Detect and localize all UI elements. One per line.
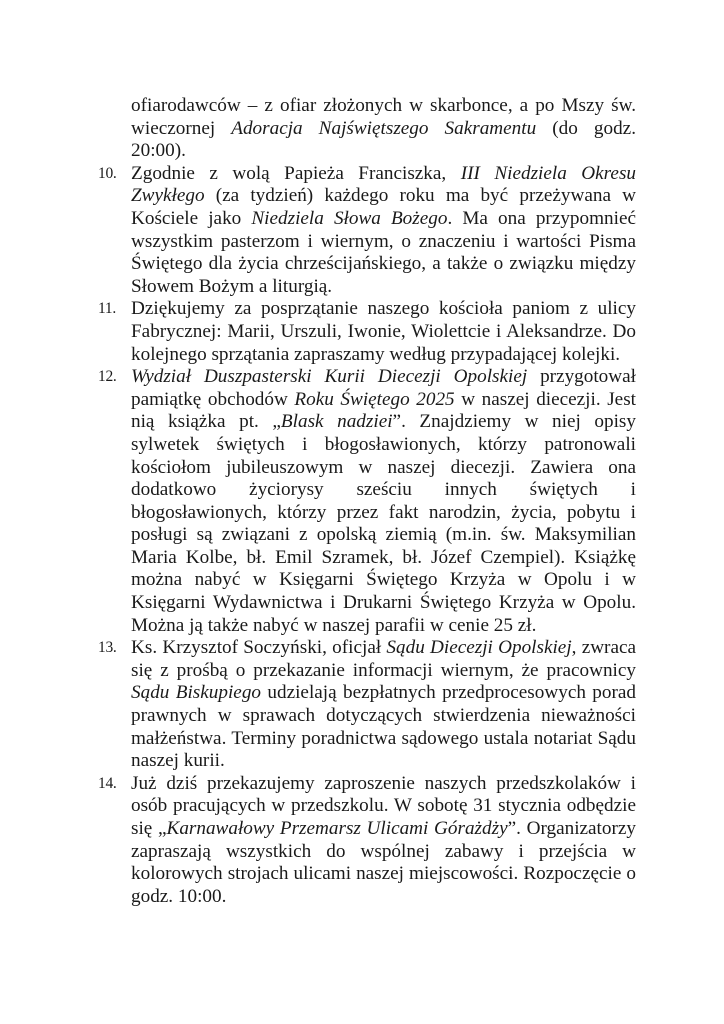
text-segment: Już dziś przekazujemy zaproszenie naszych przedszkolaków i osób pracujących w przedszkolu. W sobotę 31 stycznia odbędzie się „ — [131, 772, 636, 839]
item-text — [131, 298, 636, 366]
announcement-item-14 — [98, 772, 636, 909]
text-segment: ”. Organizatorzy zapraszają wszystkich do wspólnej zabawy i przejścia w kolorowych strojach ulicami naszej miejscowości. Rozpoczęcie o godz. 10:00. — [131, 818, 636, 907]
text-segment: . Ma ona przypomnieć wszystkim pasterzom i wiernym, o znaczeniu i wartości Pisma Świętego dla życia chrześcijańskiego, a także o związku między Słowem Bożym a liturgią. — [131, 207, 636, 297]
text-segment: udzielają bezpłatnych przedprocesowych porad prawnych w sprawach dotyczących stwierdzenia nieważności małżeństwa. Terminy poradnictwa sądowego ustala notariat Sądu naszej kurii. — [131, 682, 636, 772]
item-number: 12. — [98, 368, 117, 386]
item-number: 14. — [98, 774, 117, 792]
text-segment: przygotował pamiątkę obchodów — [131, 366, 636, 410]
announcement-item-11 — [98, 298, 636, 366]
announcement-item-10 — [98, 162, 637, 299]
text-segment-italic: Roku Świętego 2025 — [294, 388, 455, 410]
text-segment: (do godz. 20:00). — [131, 117, 636, 162]
text-segment: , zwraca się z prośbą o przekazanie informacji wiernym, że pracownicy — [131, 637, 636, 681]
text-segment: ”. Znajdziemy w niej opisy sylwetek świętych i błogosławionych, którzy patronowali kościołom jubileuszowym w naszej diecezji. Zawiera ona dodatkowo życiorysy sześciu innych świętych i błogosławionych, którzy przez fakt narodzin, życia, pobytu i posługi są związani z opolską ziemią (m.in. św. Maksymilian Maria Kolbe, bł. Emil Szramek, bł. Józef Czempiel). Książkę można nabyć w Księgarni Świętego Krzyża w Opolu i w Księgarni Wydawnictwa i Drukarni Świętego Krzyża w Opolu. Można ją także nabyć w naszej parafii w cenie 25 zł. — [131, 411, 636, 636]
text-segment-italic: Karnawałowy Przemarsz Ulicami Górażdży — [166, 818, 508, 839]
text-segment: (za tydzień) każdego roku ma być przeżywana w Kościele jako — [131, 185, 636, 229]
continuation-paragraph — [131, 95, 636, 163]
announcement-item-13 — [98, 637, 636, 773]
text-segment: Ks. Krzysztof Soczyński, oficjał — [131, 637, 387, 659]
text-segment-italic: Niedziela Słowa Bożego — [251, 207, 448, 229]
text-segment: w naszej diecezji. Jest nią książka pt. „ — [131, 388, 636, 433]
item-number: 11. — [98, 300, 116, 318]
text-segment-italic: Sądu Biskupiego — [131, 682, 262, 704]
item-number: 13. — [98, 639, 117, 657]
announcement-item-12 — [98, 366, 636, 637]
announcements-content — [98, 95, 637, 908]
text-segment: Zgodnie z wolą Papieża Franciszka, — [131, 162, 461, 184]
text-segment-italic: Sądu Diecezji Opolskiej — [386, 637, 572, 659]
text-segment-italic: III Niedziela Okresu Zwykłego — [131, 162, 637, 207]
text-segment-italic: Blask nadziei — [280, 411, 393, 433]
text-segment-italic: Adoracja Najświętszego Sakramentu — [231, 117, 537, 139]
item-number: 10. — [98, 164, 117, 182]
text-segment-italic: Wydział Duszpasterski Kurii Diecezji Opolskiej — [131, 366, 528, 388]
item-text — [131, 637, 636, 773]
item-text — [131, 366, 636, 637]
text-segment: Dziękujemy za posprzątanie naszego kościoła paniom z ulicy Fabrycznej: Marii, Urszuli, Iwonie, Wiolettcie i Aleksandrze. Do kolejnego sprzątania zapraszamy według przypadającej kolejki. — [131, 298, 636, 365]
item-text — [131, 163, 636, 299]
text-segment: ofiarodawców – z ofiar złożonych w skarbonce, a po Mszy św. wieczornej — [131, 95, 636, 139]
item-text — [131, 773, 636, 909]
